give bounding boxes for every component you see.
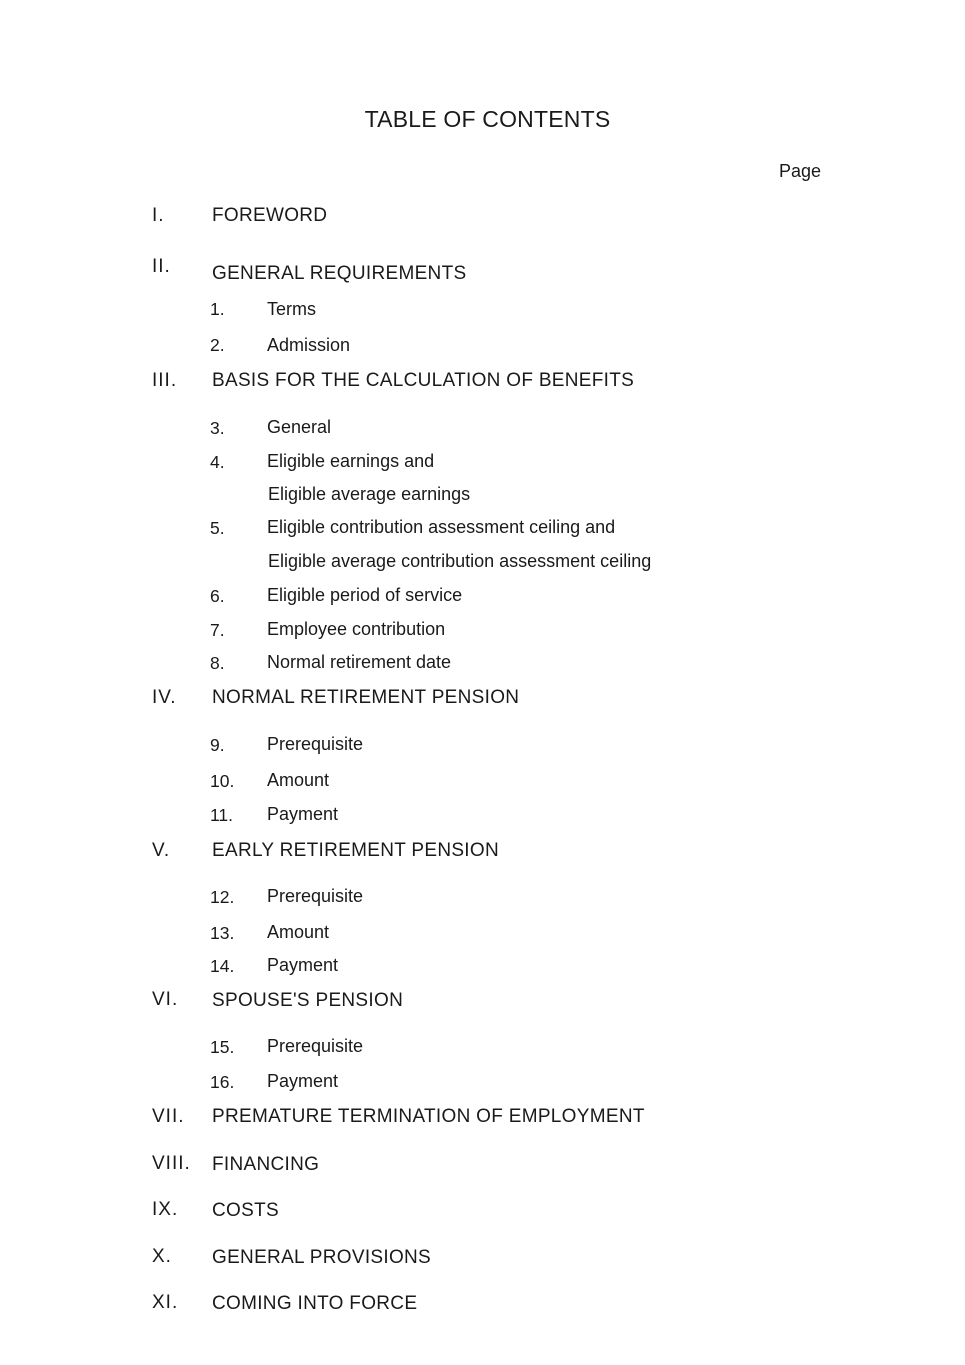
- item-number: 13.: [210, 923, 235, 943]
- item-number: 10.: [210, 771, 235, 791]
- section-title: EARLY RETIREMENT PENSION: [212, 840, 499, 861]
- item-title-continuation: Eligible average contribution assessment ceiling: [268, 551, 652, 571]
- section-title: COSTS: [212, 1200, 279, 1221]
- section-title: FINANCING: [212, 1154, 320, 1175]
- section-title: FOREWORD: [212, 205, 328, 226]
- section-title: COMING INTO FORCE: [212, 1293, 418, 1314]
- section-number: II.: [152, 256, 171, 277]
- item-title: Terms: [267, 299, 316, 319]
- item-title: Amount: [267, 922, 330, 942]
- item-title-continuation: Eligible average earnings: [268, 484, 471, 504]
- section-title: NORMAL RETIREMENT PENSION: [212, 687, 520, 708]
- item-title: Prerequisite: [267, 886, 364, 906]
- item-title: Eligible period of service: [267, 585, 463, 605]
- item-number: 1.: [210, 299, 225, 319]
- page-column-label: Page: [779, 161, 822, 181]
- section-number: XI.: [152, 1292, 179, 1313]
- section-number: IX.: [152, 1199, 179, 1220]
- section-number: VI.: [152, 989, 179, 1010]
- item-title: Prerequisite: [267, 734, 364, 754]
- section-number: VIII.: [152, 1153, 191, 1174]
- item-title: Payment: [267, 1071, 339, 1091]
- section-number: III.: [152, 370, 178, 391]
- item-title: General: [267, 417, 332, 437]
- section-number: I.: [152, 205, 165, 226]
- item-number: 2.: [210, 335, 225, 355]
- item-number: 12.: [210, 887, 235, 907]
- item-number: 6.: [210, 586, 225, 606]
- item-title: Amount: [267, 770, 330, 790]
- item-number: 5.: [210, 518, 225, 538]
- item-title: Employee contribution: [267, 619, 446, 639]
- section-title: BASIS FOR THE CALCULATION OF BENEFITS: [212, 370, 635, 391]
- item-number: 3.: [210, 418, 225, 438]
- section-title: GENERAL PROVISIONS: [212, 1247, 432, 1268]
- item-title: Payment: [267, 955, 339, 975]
- item-title: Normal retirement date: [267, 652, 452, 672]
- section-title: GENERAL REQUIREMENTS: [212, 263, 467, 284]
- section-number: V.: [152, 840, 171, 861]
- item-number: 9.: [210, 735, 225, 755]
- section-title: PREMATURE TERMINATION OF EMPLOYMENT: [212, 1106, 645, 1127]
- section-number: VII.: [152, 1106, 185, 1127]
- page-title: TABLE OF CONTENTS: [364, 106, 611, 132]
- item-number: 11.: [210, 805, 234, 825]
- item-number: 8.: [210, 653, 225, 673]
- item-number: 7.: [210, 620, 225, 640]
- item-number: 4.: [210, 452, 225, 472]
- item-number: 15.: [210, 1037, 235, 1057]
- item-title: Prerequisite: [267, 1036, 364, 1056]
- item-title: Payment: [267, 804, 339, 824]
- item-title: Admission: [267, 335, 351, 355]
- item-number: 14.: [210, 956, 235, 976]
- item-title: Eligible contribution assessment ceiling and: [267, 517, 616, 537]
- section-title: SPOUSE'S PENSION: [212, 990, 404, 1011]
- item-title: Eligible earnings and: [267, 451, 435, 471]
- section-number: IV.: [152, 687, 177, 708]
- item-number: 16.: [210, 1072, 235, 1092]
- section-number: X.: [152, 1246, 172, 1267]
